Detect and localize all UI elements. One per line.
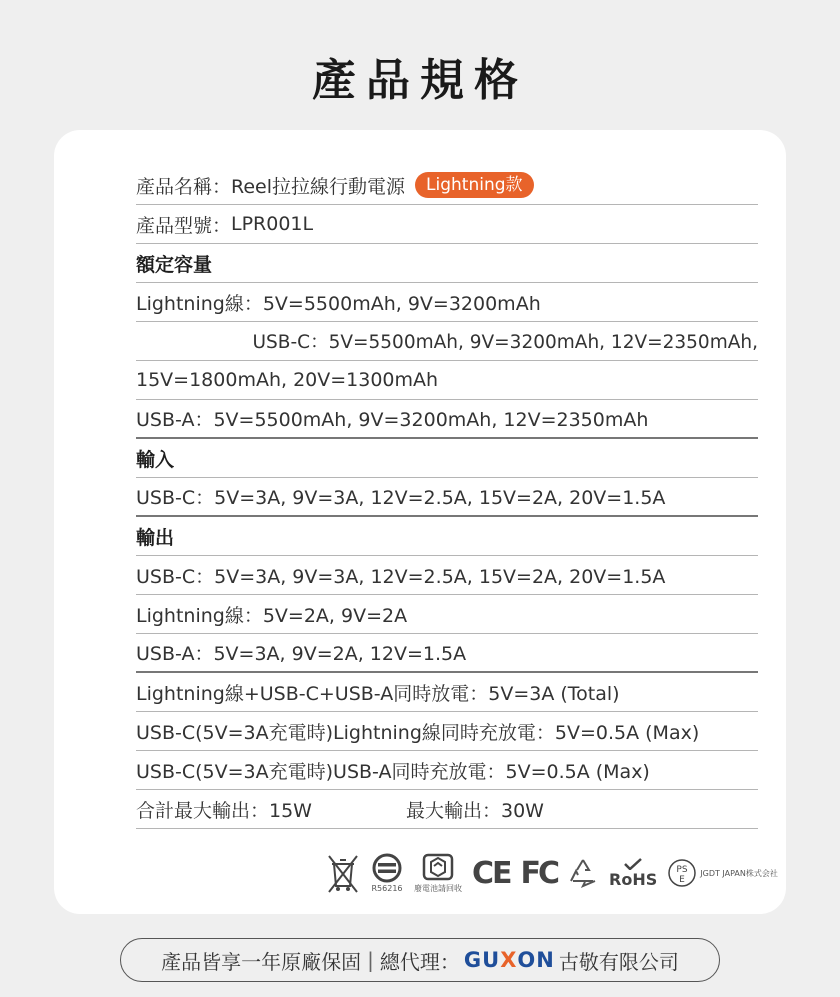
spec-row-input-heading bbox=[136, 439, 758, 478]
input-usbc-text: USB-C：5V=3A, 9V=3A, 12V=2.5A, 15V=2A, 20V=1.5A bbox=[136, 487, 666, 509]
output-heading: 輸出 bbox=[136, 526, 175, 549]
footer-warranty bbox=[120, 938, 720, 982]
spec-row-model bbox=[136, 205, 758, 244]
cap-usbc-text-2: 15V=1800mAh, 20V=1300mAh bbox=[136, 369, 439, 391]
spec-row-cap-usba bbox=[136, 400, 758, 439]
rohs-text: RoHS bbox=[609, 869, 658, 889]
brand-post: ON bbox=[517, 948, 555, 972]
spec-row-sim-usbc-lightning bbox=[136, 712, 758, 751]
capacity-heading: 額定容量 bbox=[136, 253, 213, 276]
page-title: 產品規格 bbox=[312, 55, 528, 106]
spec-row-capacity-heading bbox=[136, 244, 758, 283]
certification-logos bbox=[326, 848, 778, 898]
spec-row-cap-usbc bbox=[136, 322, 758, 361]
footer-separator: | bbox=[367, 948, 374, 972]
sim-usbc-lightning-text: USB-C(5V=3A充電時)Lightning線同時充放電：5V=0.5A (Max) bbox=[136, 721, 700, 744]
spec-row-input-usbc bbox=[136, 478, 758, 517]
bsmi-icon bbox=[370, 853, 404, 893]
input-heading: 輸入 bbox=[136, 448, 175, 471]
product-name-label: 產品名稱： bbox=[136, 175, 232, 198]
spec-row-output-heading bbox=[136, 517, 758, 556]
brand-pre: GU bbox=[463, 948, 501, 972]
out-usbc-text: USB-C：5V=3A, 9V=3A, 12V=2.5A, 15V=2A, 20V=1.5A bbox=[136, 565, 666, 588]
rohs-icon bbox=[609, 858, 657, 889]
spec-row-sim-all bbox=[136, 673, 758, 712]
spec-row-totals bbox=[136, 790, 758, 829]
bsmi-code: R56216 bbox=[371, 884, 403, 893]
recycle-caption: 廢電池請回收 bbox=[414, 884, 462, 893]
company-name: 古敬有限公司 bbox=[558, 949, 679, 974]
spec-list bbox=[136, 166, 758, 829]
battery-recycle-icon bbox=[414, 852, 462, 894]
spec-row-out-usba bbox=[136, 634, 758, 673]
cap-lightning-text: Lightning線：5V=5500mAh, 9V=3200mAh bbox=[136, 292, 541, 315]
lightning-badge: Lightning款 bbox=[415, 172, 534, 198]
total-max-text: 合計最大輸出：15W bbox=[136, 799, 312, 822]
out-usba-text: USB-A：5V=3A, 9V=2A, 12V=1.5A bbox=[136, 643, 467, 665]
fc-text: FC bbox=[520, 855, 558, 891]
spec-card bbox=[54, 130, 786, 914]
spec-row-product-name bbox=[136, 166, 758, 205]
pse-caption: JGDT JAPAN株式会社 bbox=[700, 869, 778, 878]
sim-all-text: Lightning線+USB-C+USB-A同時放電：5V=3A (Total) bbox=[136, 682, 620, 705]
spec-row-cap-usbc-cont bbox=[136, 361, 758, 400]
spec-row-sim-usbc-usba bbox=[136, 751, 758, 790]
model-value: LPR001L bbox=[231, 213, 314, 235]
max-out-text: 最大輸出：30W bbox=[406, 799, 544, 822]
pse-icon bbox=[667, 858, 778, 888]
guxon-logo bbox=[464, 948, 555, 972]
cap-usbc-text-1: USB-C：5V=5500mAh, 9V=3200mAh, 12V=2350mAh, bbox=[252, 332, 758, 353]
svg-text:E: E bbox=[679, 875, 686, 885]
agent-label: 總代理： bbox=[379, 949, 460, 974]
svg-text:PS: PS bbox=[676, 865, 688, 875]
brand-x: X bbox=[500, 948, 518, 972]
ce-mark-icon bbox=[472, 856, 511, 891]
cap-usba-text: USB-A：5V=5500mAh, 9V=3200mAh, 12V=2350mAh bbox=[136, 409, 649, 431]
spec-row-cap-lightning bbox=[136, 283, 758, 322]
spec-row-out-lightning bbox=[136, 595, 758, 634]
weee-icon bbox=[326, 852, 360, 894]
product-name-value: Reel拉拉線行動電源 bbox=[231, 175, 406, 198]
model-label: 產品型號： bbox=[136, 214, 232, 237]
recycle-icon bbox=[567, 857, 599, 889]
sim-usbc-usba-text: USB-C(5V=3A充電時)USB-A同時充放電：5V=0.5A (Max) bbox=[136, 760, 650, 783]
out-lightning-text: Lightning線：5V=2A, 9V=2A bbox=[136, 604, 408, 627]
spec-row-out-usbc bbox=[136, 556, 758, 595]
fcc-icon bbox=[521, 856, 558, 891]
ce-text: CE bbox=[472, 855, 511, 891]
warranty-text: 產品皆享一年原廠保固 bbox=[161, 949, 362, 974]
